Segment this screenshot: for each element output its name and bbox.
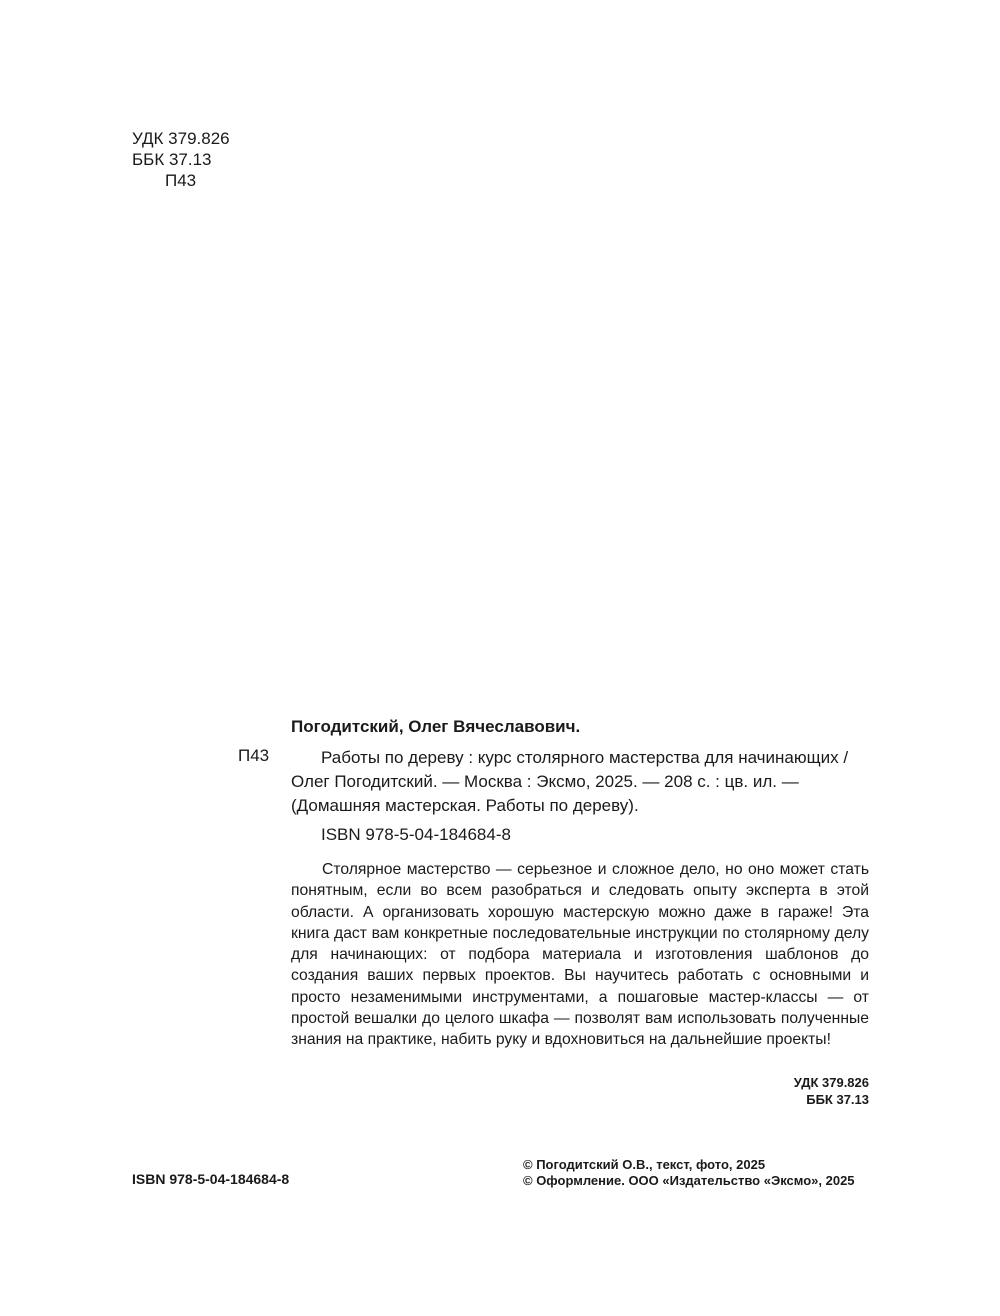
bbk-code-bottom: ББК 37.13 <box>806 1092 869 1107</box>
record-isbn: ISBN 978-5-04-184684-8 <box>321 825 511 844</box>
bibliographic-description <box>291 746 869 818</box>
record-cutter-code: П43 <box>238 746 270 765</box>
bibliographic-text: Работы по дереву : курс столярного мастерства для начинающих / Олег Погодитский. — Москва : Эксмо, 2025. — 208 с. : цв. ил. — (Домашняя мастерская. Работы по дереву). <box>291 748 849 815</box>
udk-code-bottom: УДК 379.826 <box>793 1075 869 1090</box>
bottom-classification-codes <box>720 1074 869 1108</box>
copyright-author: © Погодитский О.В., текст, фото, 2025 <box>523 1157 766 1172</box>
footer-isbn: ISBN 978-5-04-184684-8 <box>132 1171 290 1187</box>
annotation-paragraph: Столярное мастерство — серьезное и сложное дело, но оно может стать понятным, если во всем разобраться и следовать опыту эксперта в этой области. А организовать хорошую мастерскую можно даже в гараже! Эта книга даст вам конкретные последовательные инструкции по столярному делу для начинающих: от подбора материала и изготовления шаблонов до создания ваших первых проектов. Вы научитесь работать с основными и просто незаменимыми инструментами, а пошаговые мастер-классы — от простой вешалки до целого шкафа — позволят вам использовать полученные знания на практике, набить руку и вдохновиться на дальнейшие проекты! <box>291 861 869 1049</box>
udk-code: УДК 379.826 <box>132 129 230 148</box>
top-classification-codes <box>132 128 230 191</box>
copyright-block <box>523 1157 855 1189</box>
copyright-design: © Оформление. ООО «Издательство «Эксмо», 2025 <box>523 1173 855 1188</box>
author-heading: Погодитский, Олег Вячеславович. <box>291 717 581 736</box>
bbk-code: ББК 37.13 <box>132 150 212 169</box>
cutter-code: П43 <box>165 171 197 190</box>
